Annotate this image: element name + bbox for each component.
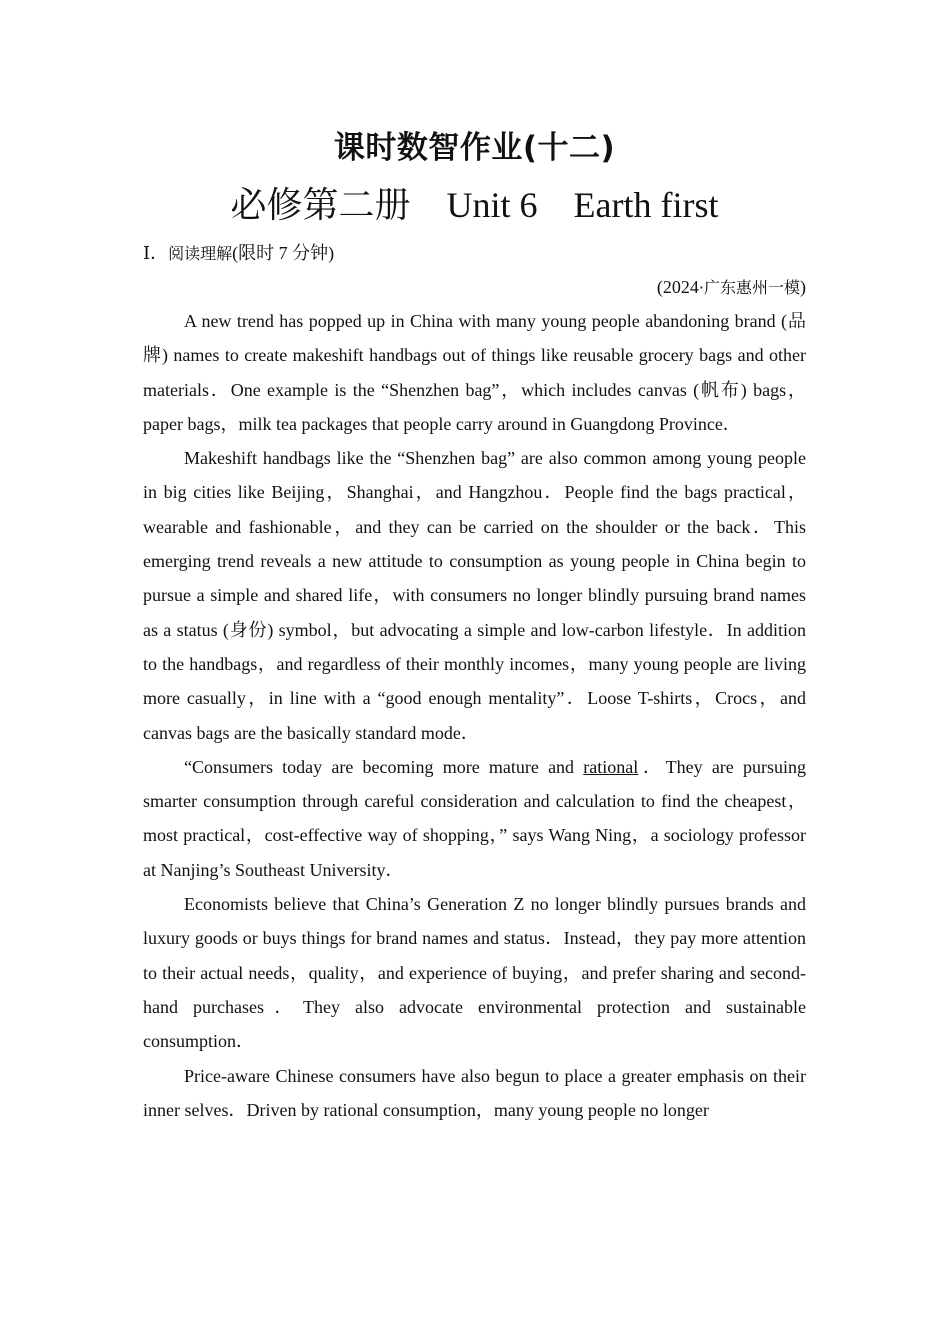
passage-paragraph-2: Makeshift handbags like the “Shenzhen bag” are also common among young people in big cities like Beijing，Shanghai，and Hangzhou．People find the bags practical，wearable and fashionable，and they can be carried on the shoulder or the back．This emerging trend reveals a new attitude to consumption as young people in China begin to pursue a simple and shared life，with consumers no longer blindly pursuing brand names as a status (身份) symbol，but advocating a simple and low-carbon lifestyle．In addition to the handbags，and regardless of their monthly incomes，many young people are living more casually，in line with a “good enough mentality”．Loose T-shirts，Crocs，and canvas bags are the basically standard mode． xyxy=(143,448,806,743)
section-number: Ⅰ． xyxy=(143,243,169,263)
source-year: (2024 xyxy=(656,277,699,297)
page-title: 课时数智作业(十二) xyxy=(333,130,616,166)
source-close: ) xyxy=(800,277,806,297)
document-page xyxy=(143,122,806,1127)
paragraph-3-end: ．They are pursuing smarter consumption through careful consideration and calculation to find the cheapest，most practical，cost-effective way of shopping，” says Wang Ning，a sociology professor at Nanjing’s Southeast University． xyxy=(143,756,806,880)
underlined-word: rational xyxy=(583,756,639,777)
section-time-limit: (限时 7 分钟) xyxy=(232,243,335,263)
section-heading xyxy=(143,236,806,270)
passage-paragraph-4: Economists believe that China’s Generation Z no longer blindly pursues brands and luxury goods or buys things for brand names and status．Instead，they pay more attention to their actual needs，quality，and experience of buying，and prefer sharing and second-hand purchases．They also advocate environmental protection and sustainable consumption． xyxy=(143,894,806,1052)
source-citation xyxy=(143,270,806,304)
source-place: 广东惠州一模 xyxy=(703,278,800,297)
section-name: 阅读理解 xyxy=(168,244,233,263)
passage-paragraph-1: A new trend has popped up in China with many young people abandoning brand (品牌) names to create makeshift handbags out of things like reusable grocery bags and other materials．One example is the “Shenzhen bag”，which includes canvas (帆布) bags，paper bags，milk tea packages that people carry around in Guangdong Province． xyxy=(143,311,806,434)
paragraph-3-start: “Consumers today are becoming more mature and xyxy=(184,756,584,777)
source-dot: · xyxy=(698,278,704,297)
passage-paragraph-3 xyxy=(143,750,806,887)
passage-paragraph-5: Price-aware Chinese consumers have also begun to place a greater emphasis on their inner selves．Driven by rational consumption，many young people no longer xyxy=(143,1065,806,1120)
page-subtitle: 必修第二册 Unit 6 Earth first xyxy=(230,185,719,225)
